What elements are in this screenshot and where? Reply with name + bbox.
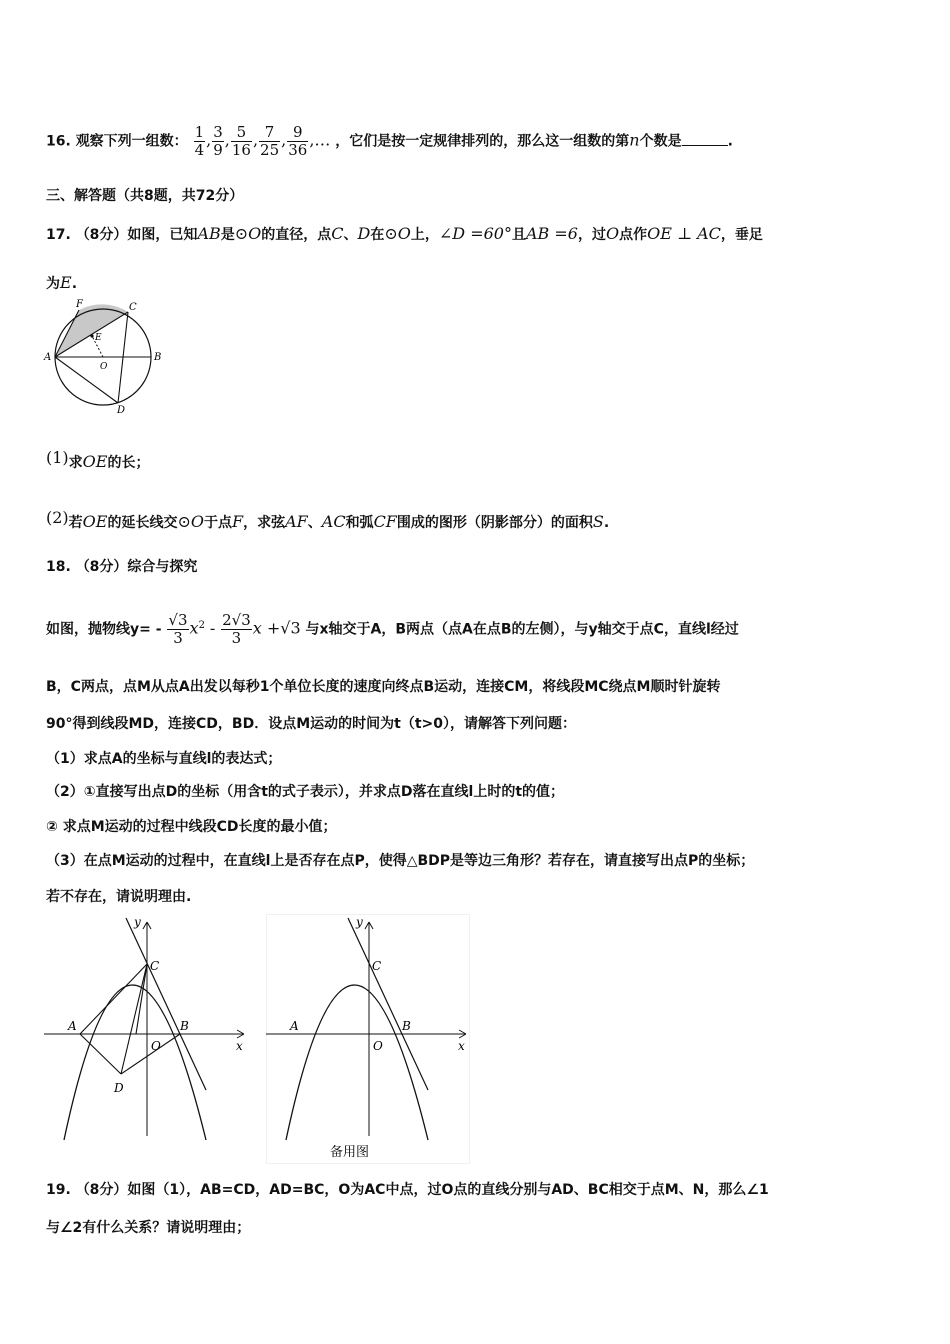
q17-circle-figure <box>40 296 170 416</box>
q18-q1: （1）求点A的坐标与直线l的表达式； <box>46 751 282 767</box>
parabola <box>286 985 428 1140</box>
q16-fraction: $\frac{9}{36}$ <box>288 123 308 159</box>
label-c: C <box>150 959 160 973</box>
q18-figure-main <box>44 914 254 1140</box>
q18-title: 18. （8分）综合与探究 <box>46 559 198 575</box>
segment-cd <box>121 964 147 1074</box>
q18-q3b: 若不存在，请说明理由. <box>46 889 192 905</box>
label-c: C <box>129 302 137 313</box>
fraction-2sqrt3-over-3: $\frac{2√3}{3}$ <box>222 611 251 647</box>
label-a: A <box>68 1019 77 1033</box>
label-x: x <box>458 1039 465 1053</box>
label-x: x <box>236 1039 243 1053</box>
q19-line2: 与∠2有什么关系？请说明理由； <box>46 1220 251 1236</box>
label-d: D <box>117 405 126 416</box>
q18-q2b: ② 求点M运动的过程中线段CD长度的最小值； <box>46 819 337 835</box>
label-a: A <box>44 352 52 363</box>
line-l <box>348 918 428 1090</box>
label-c: C <box>372 959 382 973</box>
label-y: y <box>134 915 141 929</box>
q16-text-b: 个数是 <box>639 133 682 150</box>
q16-ellipsis: ,… <box>309 130 331 150</box>
q18-q2: （2）①直接写出点D的坐标（用含t的式子表示），并求点D落在直线l上时的t的值； <box>46 784 565 800</box>
q17-line1: 17. （8分）如图，已知AB是⊙O的直径，点C、D在⊙O上，∠D =60°且AB =6，过O点作OE ⊥ AC，垂足 <box>46 224 763 243</box>
label-f: F <box>76 299 83 310</box>
q17-part1: (1)求OE的长； <box>46 448 150 471</box>
label-d: D <box>114 1081 124 1095</box>
q16-intro: 观察下列一组数： <box>75 133 188 150</box>
q18-figure-spare <box>266 914 470 1164</box>
q16-fraction: $\frac{3}{9}$ <box>213 123 223 159</box>
section-heading: 三、解答题（共8题，共72分） <box>46 188 244 204</box>
caption: 备用图 <box>330 1145 370 1160</box>
q16-fraction: $\frac{7}{25}$ <box>260 123 280 159</box>
parabola <box>64 985 206 1140</box>
label-y: y <box>356 915 363 929</box>
chord-ad <box>55 357 118 403</box>
fraction-sqrt3-over-3: $\frac{√3}{3}$ <box>168 611 188 647</box>
segment-ac <box>80 964 147 1034</box>
q16-n: n <box>629 130 640 150</box>
q16-fraction: $\frac{5}{16}$ <box>231 123 251 159</box>
label-o: O <box>373 1039 383 1053</box>
q18-p1: 如图，抛物线y= - $\frac{√3}{3}$ $x^2$ - $\frac{2√3}{3}$ x +√3 与x轴交于A，B两点（点A在点B的左侧），与y轴交于点C，直线l经过 <box>46 611 739 647</box>
answer-blank <box>682 131 728 146</box>
label-b: B <box>402 1019 411 1033</box>
label-e: E <box>95 333 102 343</box>
label-o: O <box>151 1039 161 1053</box>
q18-p3: 90°得到线段MD，连接CD，BD．设点M运动的时间为t（t>0），请解答下列问题： <box>46 716 577 732</box>
q18-q3: （3）在点M运动的过程中，在直线l上是否存在点P，使得△BDP是等边三角形？若存在，请直接写出点P的坐标； <box>46 853 755 869</box>
q16-number: 16. <box>46 133 71 150</box>
shaded-segment <box>55 304 128 357</box>
q16-fraction: $\frac{1}{4}$ <box>194 123 205 159</box>
q17-line2: 为E. <box>46 273 78 292</box>
q19-line1: 19. （8分）如图（1），AB=CD，AD=BC，O为AC中点，过O点的直线分别与AD、BC相交于点M、N，那么∠1 <box>46 1182 769 1198</box>
q16-line: 16. 观察下列一组数： $\frac{1}{4}$ , $\frac{3}{9}$ , $\frac{5}{16}$ , $\frac{7}{25}$ , $\frac{9}{36}$ ,… ，它们是按一定规律排列的，那么这一组数的第n个数是 . <box>46 123 733 159</box>
label-b: B <box>154 352 162 363</box>
q17-part2: (2)若OE的延长线交⊙O于点F，求弦AF、AC和弧CF围成的图形（阴影部分）的面积S. <box>46 508 610 531</box>
q18-p2: B，C两点，点M从点A出发以每秒1个单位长度的速度向终点B运动，连接CM，将线段MC绕点M顺时针旋转 <box>46 679 721 695</box>
label-a: A <box>290 1019 299 1033</box>
label-b: B <box>180 1019 189 1033</box>
label-o: O <box>100 362 108 372</box>
q16-text-a: ，它们是按一定规律排列的，那么这一组数的第 <box>335 133 630 150</box>
